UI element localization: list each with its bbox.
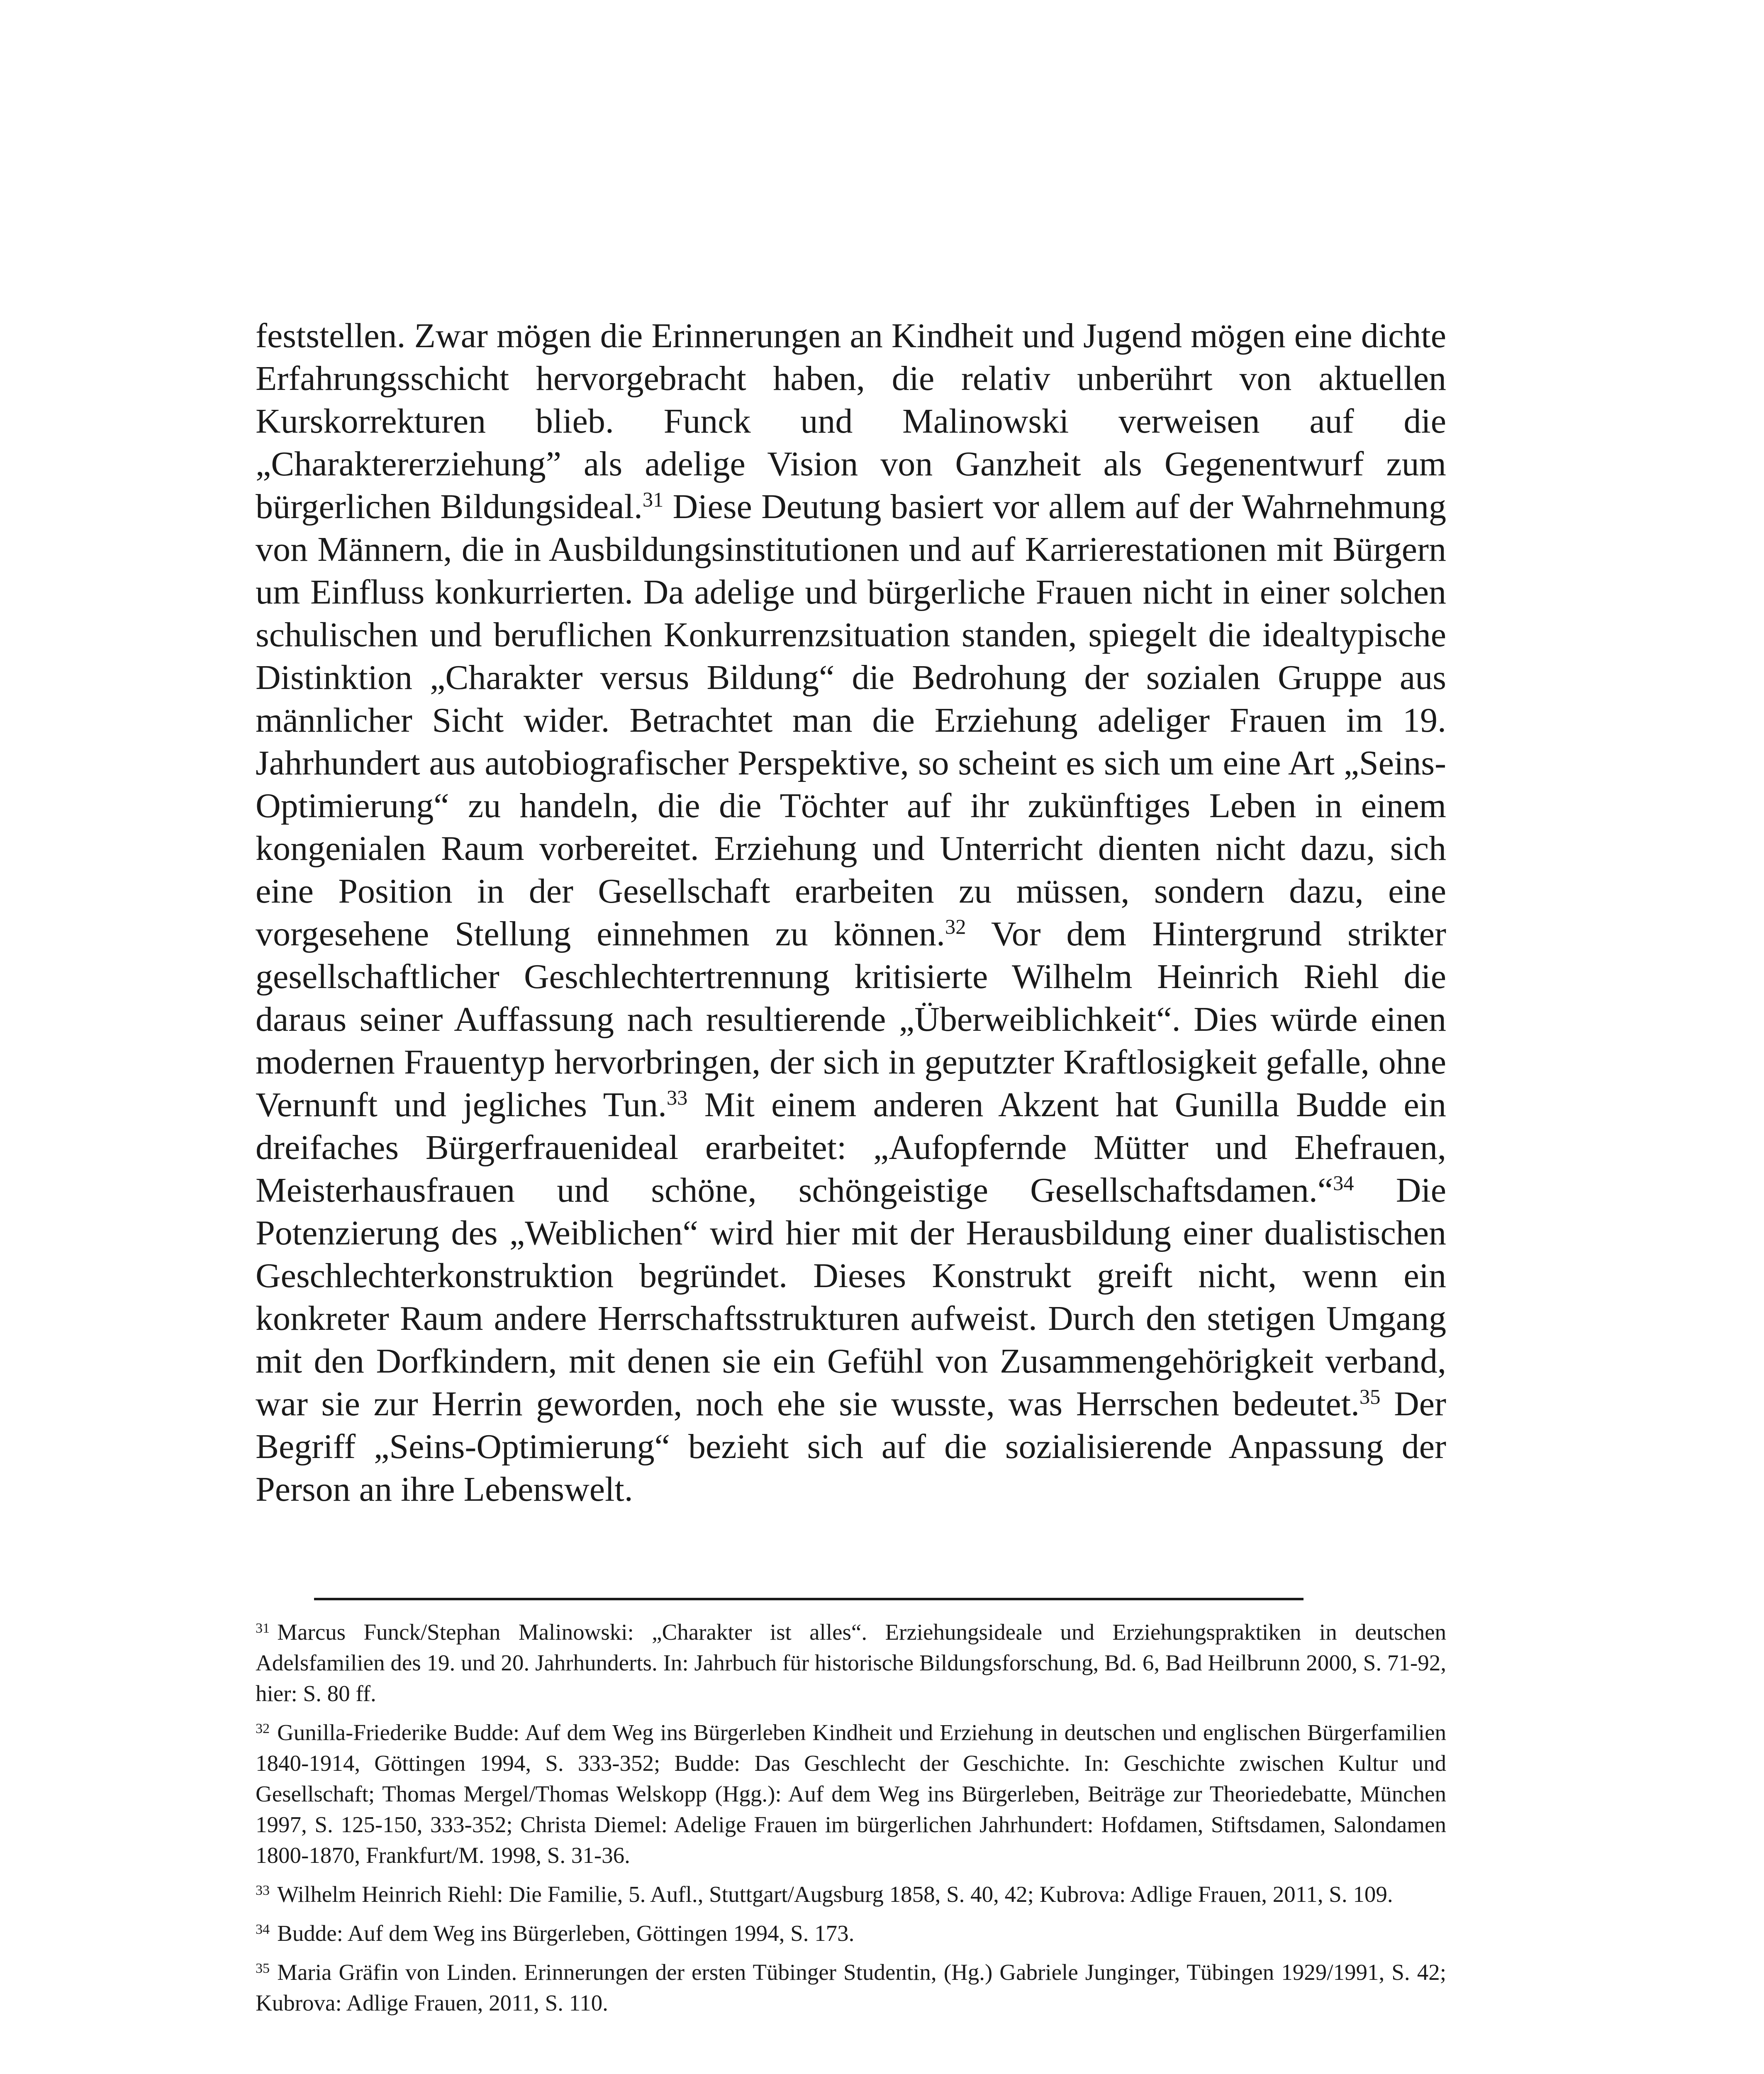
footnote-reference-32[interactable]: 32	[945, 915, 966, 939]
footnote-number: 35	[256, 1960, 270, 1976]
footnote-number: 31	[256, 1620, 270, 1636]
footnote-33	[256, 1879, 1446, 1910]
footnote-number: 33	[256, 1882, 270, 1898]
footnote-32	[256, 1717, 1446, 1871]
footnote-text: Maria Gräfin von Linden. Erinnerungen der ersten Tübinger Studentin, (Hg.) Gabriele Junginger, Tübingen 1929/1991, S. 42; Kubrova: Adlige Frauen, 2011, S. 110.	[256, 1960, 1446, 2016]
footnote-text: Marcus Funck/Stephan Malinowski: „Charakter ist alles“. Erziehungsideale und Erziehungspraktiken in deutschen Adelsfamilien des 19. und 20. Jahrhunderts. In: Jahrbuch für historische Bildungsforschung, Bd. 6, Bad Heilbrunn 2000, S. 71-92, hier: S. 80 ff.	[256, 1619, 1446, 1706]
footnote-31	[256, 1617, 1446, 1709]
footnote-number: 34	[256, 1921, 270, 1937]
body-text-segment: Diese Deutung basiert vor allem auf der Wahrnehmung von Männern, die in Ausbildungsinstitutionen und auf Karrierestationen mit Bürgern um Einfluss konkurrierten. Da adelige und bürgerliche Frauen nicht in einer solchen schulischen und beruflichen Konkurrenzsituation standen, spiegelt die idealtypische Distinktion „Charakter versus Bildung“ die Bedrohung der sozialen Gruppe aus männlicher Sicht wider. Betrachtet man die Erziehung adeliger Frauen im 19. Jahrhundert aus autobiografischer Perspektive, so scheint es sich um eine Art „Seins-Optimierung“ zu handeln, die die Töchter auf ihr zukünftiges Leben in einem kongenialen Raum vorbereitet. Erziehung und Unterricht dienten nicht dazu, sich eine Position in der Gesellschaft erarbeiten zu müssen, sondern dazu, eine vorgesehene Stellung einnehmen zu können.	[256, 487, 1446, 953]
body-text-segment: feststellen. Zwar mögen die Erinnerungen an Kindheit und Jugend mögen eine dichte Erfahrungsschicht hervorgebracht haben, die relativ unberührt von aktuellen Kurskorrekturen blieb. Funck und Malinowski verweisen auf die „Charaktererziehung” als adelige Vision von Ganzheit als Gegenentwurf zum bürgerlichen Bildungsideal.	[256, 316, 1446, 526]
footnote-reference-33[interactable]: 33	[666, 1086, 688, 1110]
body-text-segment: Die Potenzierung des „Weiblichen“ wird hier mit der Herausbildung einer dualistischen Geschlechterkonstruktion begründet. Dieses Konstrukt greift nicht, wenn ein konkreter Raum andere Herrschaftsstrukturen aufweist. Durch den stetigen Umgang mit den Dorfkindern, mit denen sie ein Gefühl von Zusammengehörigkeit verband, war sie zur Herrin geworden, noch ehe sie wusste, was Herrschen bedeutet.	[256, 1171, 1446, 1423]
footnote-number: 32	[256, 1721, 270, 1736]
footnotes-section	[256, 1617, 1446, 2027]
footnote-reference-31[interactable]: 31	[642, 488, 664, 511]
footnote-separator	[314, 1598, 1304, 1600]
footnote-text: Wilhelm Heinrich Riehl: Die Familie, 5. Aufl., Stuttgart/Augsburg 1858, S. 40, 42; Kubrova: Adlige Frauen, 2011, S. 109.	[277, 1882, 1393, 1907]
footnote-text: Gunilla-Friederike Budde: Auf dem Weg ins Bürgerleben Kindheit und Erziehung in deutschen und englischen Bürgerfamilien 1840-1914, Göttingen 1994, S. 333-352; Budde: Das Geschlecht der Geschichte. In: Geschichte zwischen Kultur und Gesellschaft; Thomas Mergel/Thomas Welskopp (Hgg.): Auf dem Weg ins Bürgerleben, Beiträge zur Theoriedebatte, München 1997, S. 125-150, 333-352; Christa Diemel: Adelige Frauen im bürgerlichen Jahrhundert: Hofdamen, Stiftsdamen, Salondamen 1800-1870, Frankfurt/M. 1998, S. 31-36.	[256, 1720, 1446, 1868]
body-text-segment: Vor dem Hintergrund strikter gesellschaftlicher Geschlechtertrennung kritisierte Wilhelm Heinrich Riehl die daraus seiner Auffassung nach resultierende „Überweiblichkeit“. Dies würde einen modernen Frauentyp hervorbringen, der sich in geputzter Kraftlosigkeit gefalle, ohne Vernunft und jegliches Tun.	[256, 915, 1446, 1124]
body-paragraph	[256, 314, 1446, 1511]
body-text-segment: Der Begriff „Seins-Optimierung“ bezieht sich auf die sozialisierende Anpassung der Person an ihre Lebenswelt.	[256, 1385, 1446, 1509]
footnote-reference-34[interactable]: 34	[1333, 1171, 1354, 1195]
footnote-reference-35[interactable]: 35	[1360, 1385, 1381, 1409]
footnote-34	[256, 1918, 1446, 1949]
footnote-35	[256, 1957, 1446, 2018]
body-text-segment: Mit einem anderen Akzent hat Gunilla Budde ein dreifaches Bürgerfrauenideal erarbeitet: „Aufopfernde Mütter und Ehefrauen, Meisterhausfrauen und schöne, schöngeistige Gesellschaftsdamen.“	[256, 1086, 1447, 1210]
footnote-text: Budde: Auf dem Weg ins Bürgerleben, Göttingen 1994, S. 173.	[277, 1921, 855, 1946]
